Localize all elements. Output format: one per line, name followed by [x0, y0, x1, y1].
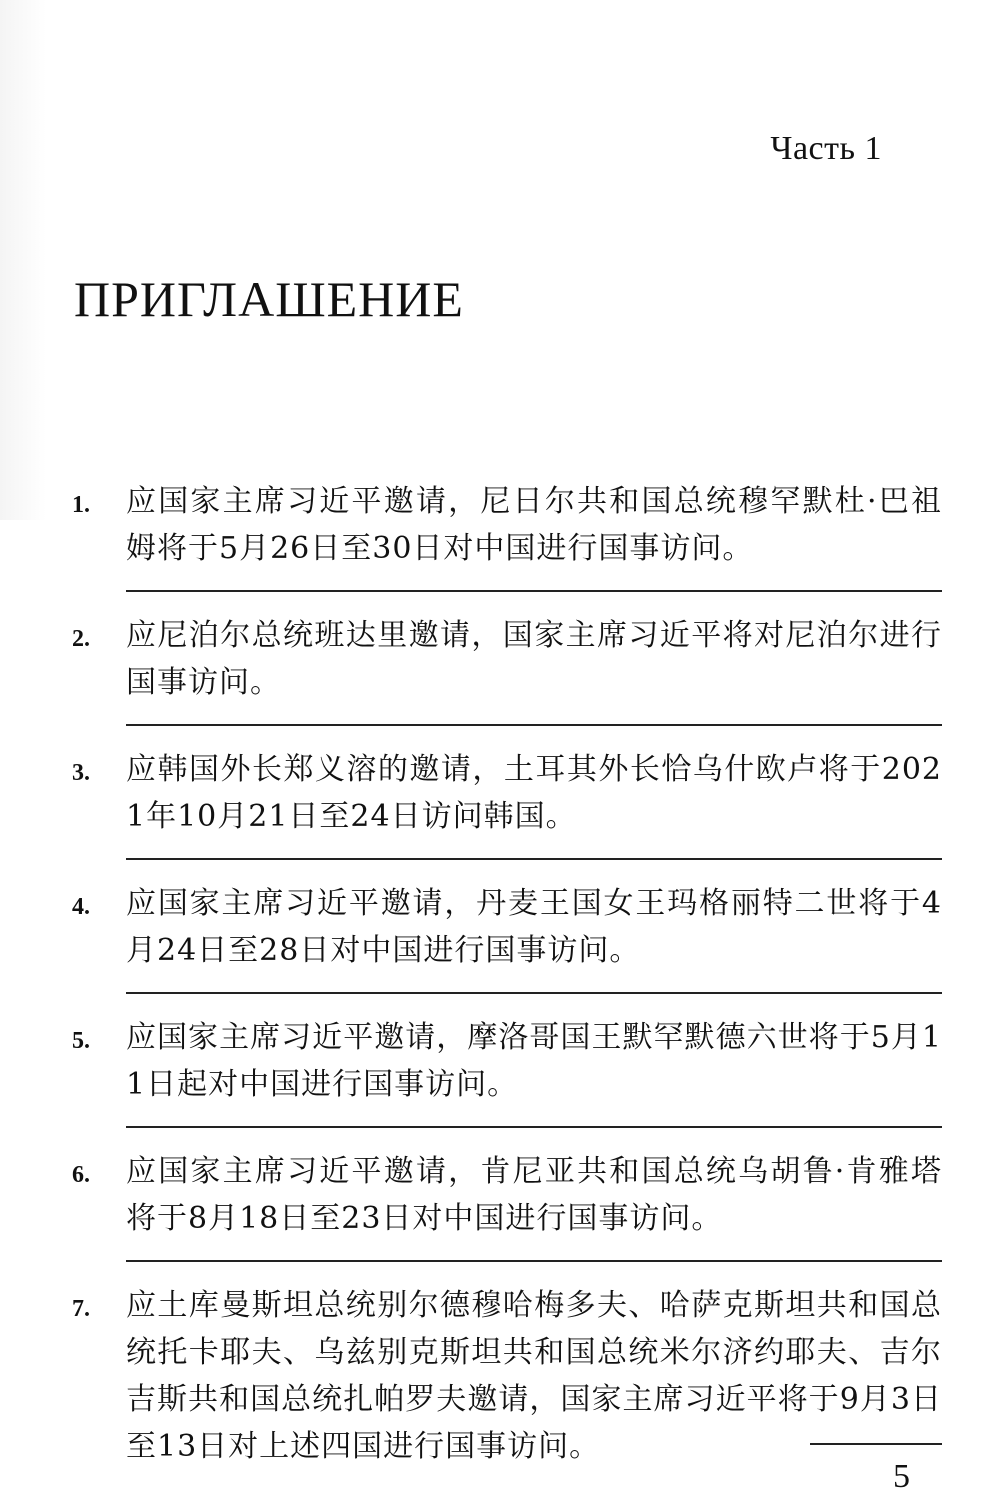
exercise-item	[72, 1282, 942, 1470]
part-label: Часть 1	[770, 130, 882, 167]
exercise-number: 4.	[72, 894, 90, 920]
page-edge-shadow	[0, 0, 46, 520]
exercise-item	[72, 478, 942, 592]
exercise-text: 应国家主席习近平邀请，摩洛哥国王默罕默德六世将于5月11日起对中国进行国事访问。	[126, 1020, 942, 1102]
exercise-number: 3.	[72, 760, 90, 786]
page-number: 5	[893, 1458, 910, 1495]
exercise-item	[72, 1148, 942, 1262]
exercise-text: 应土库曼斯坦总统别尔德穆哈梅多夫、哈萨克斯坦共和国总统托卡耶夫、乌兹别克斯坦共和国总统米尔济约耶夫、吉尔吉斯共和国总统扎帕罗夫邀请，国家主席习近平将于9月3日至13日对上述四国进行国事访问。	[126, 1288, 942, 1464]
exercise-item	[72, 612, 942, 726]
exercise-text: 应尼泊尔总统班达里邀请，国家主席习近平将对尼泊尔进行国事访问。	[126, 618, 942, 700]
exercise-number: 6.	[72, 1162, 90, 1188]
chapter-title: ПРИГЛАШЕНИЕ	[74, 271, 464, 327]
answer-line	[126, 1126, 942, 1128]
exercise-number: 1.	[72, 492, 90, 518]
exercise-number: 5.	[72, 1028, 90, 1054]
answer-line	[126, 590, 942, 592]
exercise-number: 2.	[72, 626, 90, 652]
exercise-text: 应国家主席习近平邀请，丹麦王国女王玛格丽特二世将于4月24日至28日对中国进行国事访问。	[126, 886, 942, 968]
exercise-text: 应国家主席习近平邀请，肯尼亚共和国总统乌胡鲁·肯雅塔将于8月18日至23日对中国进行国事访问。	[126, 1154, 942, 1236]
answer-line	[126, 992, 942, 994]
exercise-text: 应国家主席习近平邀请，尼日尔共和国总统穆罕默杜·巴祖姆将于5月26日至30日对中国进行国事访问。	[126, 484, 942, 566]
answer-line	[126, 724, 942, 726]
exercise-item	[72, 1014, 942, 1128]
footer-rule	[810, 1443, 942, 1445]
exercise-number: 7.	[72, 1296, 90, 1322]
exercise-item	[72, 880, 942, 994]
answer-line	[126, 858, 942, 860]
exercise-list	[72, 478, 942, 1470]
exercise-text: 应韩国外长郑义溶的邀请，土耳其外长恰乌什欧卢将于2021年10月21日至24日访问韩国。	[126, 752, 942, 834]
exercise-item	[72, 746, 942, 860]
answer-line	[126, 1260, 942, 1262]
